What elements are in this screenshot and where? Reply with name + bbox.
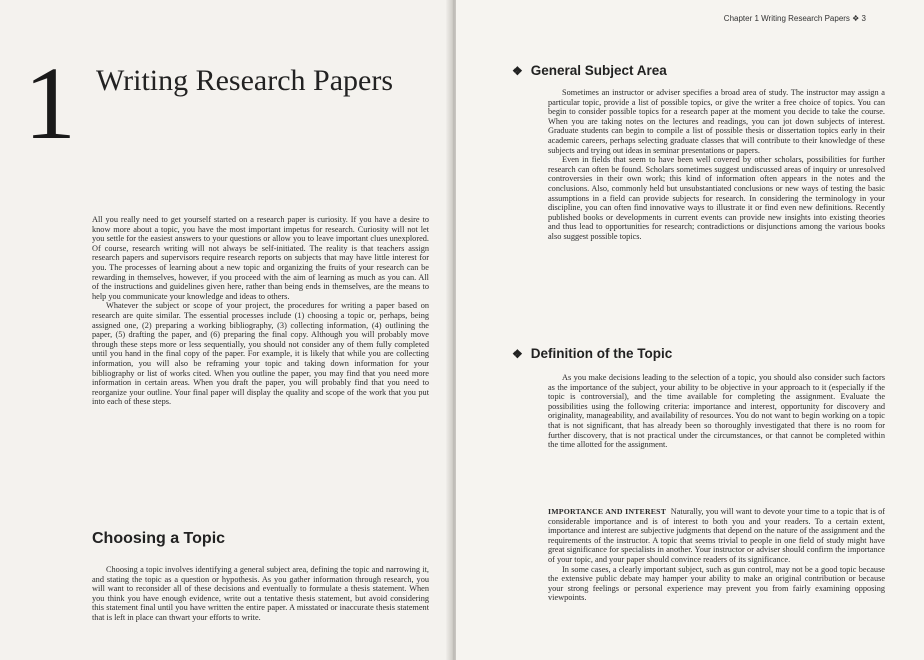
diamond-ornament-icon: ❖	[512, 347, 523, 361]
general-subject-text	[548, 88, 885, 242]
intro-text	[92, 215, 429, 407]
running-head: Chapter 1 Writing Research Papers ❖ 3	[723, 14, 866, 23]
diamond-ornament-icon: ❖	[512, 64, 523, 78]
chapter-title: Writing Research Papers	[96, 64, 394, 97]
general-subject-paragraph-1: Sometimes an instructor or adviser specifies a broad area of study. The instructor may assign a particular topic, provide a list of possible topics, or give the writer a free choice of topics. You can begin to consider possible topics for a research paper at the moment you decide to take the course. When you are taking notes on the lectures and readings, you can jot down subjects of interest. Graduate students can begin to compile a list of possible thesis or dissertation topics early in their academic careers, perhaps selecting graduate classes that will contribute to their knowledge of these subjects and trying out ideas in seminar presentations or papers.	[548, 88, 885, 155]
choosing-topic-paragraph: Choosing a topic involves identifying a general subject area, defining the topic and narrowing it, and stating the topic as a question or hypothesis. As you gather information through research, you will want to reconsider all of these decisions and eventually to formulate a thesis statement. When you think you have enough evidence, write out a tentative thesis statement, but avoid considering this statement final until you have written the entire paper. A misstated or inaccurate thesis statement that is left in place can thwart your efforts to write.	[92, 565, 429, 622]
section-heading-choosing-a-topic: Choosing a Topic	[92, 530, 226, 547]
general-subject-paragraph-2: Even in fields that seem to have been well covered by other scholars, possibilities for further research can often be found. Scholars sometimes suggest undiscussed areas of inquiry or unresolved controversies in their own work; this kind of information often appears in the notes and the conclusions. Also, commonly held but unsubstantiated conclusions or new ways of testing the basic assumptions in a field can provide subjects for research. In considering the terminology in your discipline, you can often find innovative ways to illustrate it or find even new definitions. Recently published books or developments in current events can provide new insights into existing theories and thus lead to opportunities for research; contradictions or disjunctions among the various books also suggest possible topics.	[548, 155, 885, 241]
importance-interest-paragraph: Naturally, you will want to devote your time to a topic that is of considerable importance and is of interest to both you and your readers. To a certain extent, importance and interest are subjective judgments that depend on the nature of the assignment and the requirements of the instructor. A topic that seems trivial to people in one field of study might have great significance for specialists in another. Your instructor or adviser should confirm the importance of your topic, and your paper should convince readers of its significance.	[548, 507, 885, 564]
definition-topic-text	[548, 373, 885, 450]
runin-heading-importance-interest: IMPORTANCE AND INTEREST	[548, 507, 667, 516]
section-heading-definition-of-topic	[512, 346, 672, 361]
intro-paragraph-2: Whatever the subject or scope of your project, the procedures for writing a paper based on research are quite similar. The essential processes include (1) choosing a topic or, perhaps, being assigned one, (2) preparing a working bibliography, (3) collecting information, (4) outlining the paper, (5) drafting the paper, and (6) preparing the final copy. Although you will probably move through these steps more or less sequentially, you should not consider any of them fully completed until you hand in the final copy of the paper. For example, it is likely that while you are collecting information, you will also be reframing your topic and taking down information for your bibliography or list of works cited. When you outline the paper, you may find that you need more information in certain areas. When you draft the paper, you will probably find that you need to reorganize your outline. Your final paper will display the quality and scope of the work that you put into each of these steps.	[92, 301, 429, 407]
right-page	[456, 0, 924, 660]
section-heading-general-subject-area	[512, 63, 667, 78]
importance-interest-text	[548, 507, 885, 603]
section-heading-text: Definition of the Topic	[530, 346, 673, 361]
section-heading-text: General Subject Area	[530, 63, 667, 78]
intro-paragraph-1: All you really need to get yourself started on a research paper is curiosity. If you have a desire to know more about a topic, you have the most important impetus for research. Curiosity will not let you settle for the easiest answers to your questions or allow you to leave important clues unexplored. Of course, research writing will not always be self-initiated. The reality is that teachers assign research papers and supervisors require research reports on subjects that may have little interest for you. The processes of learning about a new topic and organizing the fruits of your research can be rewarding in themselves, however, if you proceed with the aim of learning as much as you can. All of the instructions and guidelines given here, rather than being ends in themselves, are the means to help you communicate your knowledge and ideas to others.	[92, 215, 429, 301]
choosing-topic-text	[92, 565, 429, 623]
chapter-number: 1	[24, 46, 76, 161]
definition-topic-paragraph: As you make decisions leading to the selection of a topic, you should also consider such factors as the importance of the subject, your ability to be objective in your approach to it (especially if the topic is controversial), and the time available for completing the assignment. Evaluate the possibilities using the following criteria: importance and interest, opportunity for discovery and originality, manageability, and availability of resources. You do not want to begin working on a topic that is not significant, that has already been so thoroughly investigated that there is no room for further discovery, that is not practical under the circumstances, or that cannot be completed within the time allotted for the assignment.	[548, 373, 885, 450]
left-page	[0, 0, 452, 660]
importance-interest-paragraph-2: In some cases, a clearly important subject, such as gun control, may not be a good topic because the extensive public debate may hamper your ability to make an original contribution or because your strong feelings or personal experience may prevent you from fairly examining opposing viewpoints.	[548, 564, 885, 603]
